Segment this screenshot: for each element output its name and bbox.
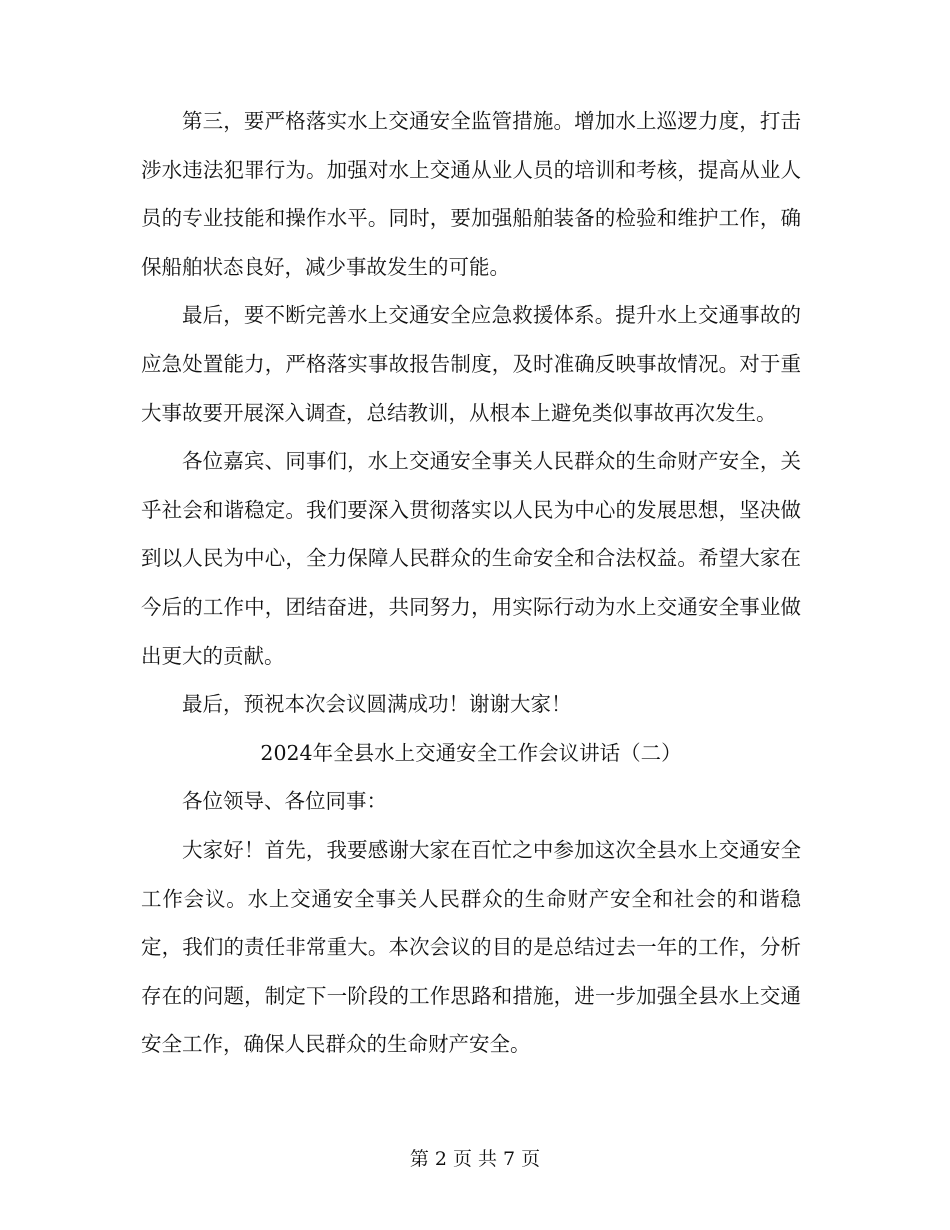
paragraph-closing-remarks: 各位嘉宾、同事们，水上交通安全事关人民群众的生命财产安全，关乎社会和谐稳定。我们要深入贯彻落实以人民为中心的发展思想，坚决做到以人民为中心，全力保障人民群众的生命安全和合法权益。希望大家在今后的工作中，团结奋进，共同努力，用实际行动为水上交通安全事业做出更大的贡献。	[141, 449, 801, 668]
paragraph-emergency-rescue: 最后，要不断完善水上交通安全应急救援体系。提升水上交通事故的应急处置能力，严格落实事故报告制度，及时准确反映事故情况。对于重大事故要开展深入调查，总结教训，从根本上避免类似事故再次发生。	[141, 303, 801, 425]
paragraph-opening: 大家好！首先，我要感谢大家在百忙之中参加这次全县水上交通安全工作会议。水上交通安全事关人民群众的生命财产安全和社会的和谐稳定，我们的责任非常重大。本次会议的目的是总结过去一年的工作，分析存在的问题，制定下一阶段的工作思路和措施，进一步加强全县水上交通安全工作，确保人民群众的生命财产安全。	[141, 837, 801, 1057]
paragraph-salutation: 各位领导、各位同事：	[182, 789, 387, 814]
page-number: 第 2 页 共 7 页	[409, 1148, 541, 1170]
document-body	[141, 97, 801, 1069]
paragraph-wishes: 最后，预祝本次会议圆满成功！谢谢大家！	[182, 692, 572, 717]
section-title: 2024年全县水上交通安全工作会议讲话（二）	[260, 740, 682, 765]
paragraph-third-measure: 第三，要严格落实水上交通安全监管措施。增加水上巡逻力度，打击涉水违法犯罪行为。加强对水上交通从业人员的培训和考核，提高从业人员的专业技能和操作水平。同时，要加强船舶装备的检验和维护工作，确保船舶状态良好，减少事故发生的可能。	[141, 109, 801, 279]
